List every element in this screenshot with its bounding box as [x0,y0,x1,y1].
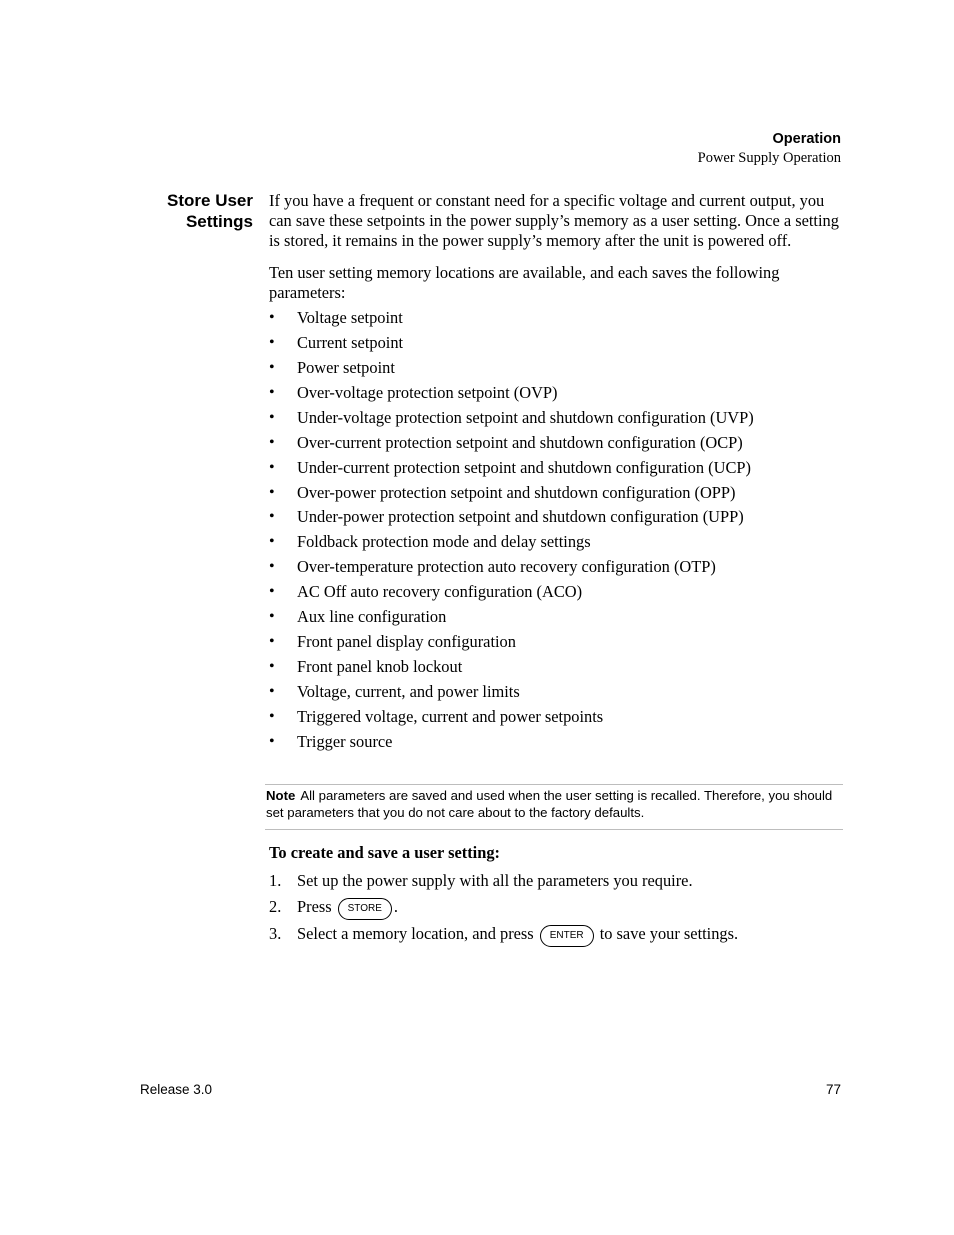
bullet-icon: • [269,683,275,701]
list-item-text: Over-temperature protection auto recovery configuration (OTP) [297,557,716,577]
bullet-icon: • [269,658,275,676]
bullet-icon: • [269,633,275,651]
section-heading-line-2: Settings [185,212,253,231]
list-item [269,532,841,557]
list-item [269,483,841,508]
list-item-text: Under-power protection setpoint and shutdown configuration (UPP) [297,507,744,527]
enter-key-icon: ENTER [540,925,594,947]
list-item-text: Aux line configuration [297,607,447,627]
section-body [269,191,841,757]
intro-paragraph-1: If you have a frequent or constant need for a specific voltage and current output, you can save these setpoints in the power supply’s memory as a user setting. Once a setting is stored, it remains in the power supply’s memory after the unit is powered off. [269,191,839,250]
bullet-icon: • [269,732,275,750]
step-text: Select a memory location, and press [297,923,534,943]
bullet-icon: • [269,483,275,501]
step-number: 3. [269,923,282,943]
list-item [269,607,841,632]
list-item-text: Over-current protection setpoint and shutdown configuration (OCP) [297,432,743,452]
list-item [269,682,841,707]
list-item [269,507,841,532]
bullet-icon: • [269,308,275,326]
list-item [269,333,841,358]
list-item-text: Under-current protection setpoint and shutdown configuration (UCP) [297,457,751,477]
list-item [269,408,841,433]
running-header-section: Power Supply Operation [697,150,841,166]
list-item [269,433,841,458]
list-item [269,458,841,483]
step-text: Set up the power supply with all the parameters you require. [297,870,693,890]
bullet-icon: • [269,433,275,451]
procedure-step [269,897,841,924]
list-item [269,358,841,383]
bullet-icon: • [269,508,275,526]
list-item-text: Front panel knob lockout [297,657,463,677]
list-item [269,557,841,582]
bullet-icon: • [269,533,275,551]
procedure-steps [269,871,841,951]
list-item-text: Voltage setpoint [297,307,403,327]
list-item-text: Under-voltage protection setpoint and shutdown configuration (UVP) [297,407,754,427]
bullet-icon: • [269,333,275,351]
footer-page-number: 77 [825,1082,841,1097]
intro-paragraph-2: Ten user setting memory locations are available, and each saves the following parameters: [269,263,780,303]
parameter-list [269,308,841,757]
section-heading [140,190,253,232]
list-item-text: Over-voltage protection setpoint (OVP) [297,382,558,402]
bullet-icon: • [269,583,275,601]
step-number: 1. [269,870,282,890]
step-number: 2. [269,897,282,917]
list-item [269,632,841,657]
list-item-text: AC Off auto recovery configuration (ACO) [297,582,583,602]
list-item [269,732,841,757]
note-text: All parameters are saved and used when the user setting is recalled. Therefore, you should set parameters that you do not care about to the factory defaults. [266,788,833,820]
store-key-icon: STORE [338,898,392,920]
list-item [269,707,841,732]
list-item-text: Foldback protection mode and delay settings [297,532,591,552]
bullet-icon: • [269,458,275,476]
bullet-icon: • [269,558,275,576]
bullet-icon: • [269,358,275,376]
footer-release: Release 3.0 [140,1082,213,1097]
list-item-text: Triggered voltage, current and power setpoints [297,706,604,726]
list-item-text: Trigger source [297,731,393,751]
list-item [269,582,841,607]
bullet-icon: • [269,408,275,426]
step-text-after: . [393,897,398,917]
procedure-heading: To create and save a user setting: [269,843,500,862]
procedure-step [269,924,841,951]
list-item-text: Power setpoint [297,357,395,377]
list-item-text: Current setpoint [297,332,404,352]
list-item-text: Voltage, current, and power limits [297,682,520,702]
bullet-icon: • [269,608,275,626]
section-heading-line-1: Store User [167,191,253,210]
bullet-icon: • [269,383,275,401]
list-item-text: Front panel display configuration [297,632,516,652]
step-text-after: to save your settings. [599,923,739,943]
list-item [269,657,841,682]
note-box [265,784,843,830]
list-item [269,308,841,333]
note-label: Note [266,788,296,803]
bullet-icon: • [269,707,275,725]
procedure [269,843,841,950]
running-header-chapter: Operation [772,131,841,147]
list-item [269,383,841,408]
list-item-text: Over-power protection setpoint and shutdown configuration (OPP) [297,482,736,502]
procedure-step [269,871,841,898]
step-text: Press [297,897,332,917]
